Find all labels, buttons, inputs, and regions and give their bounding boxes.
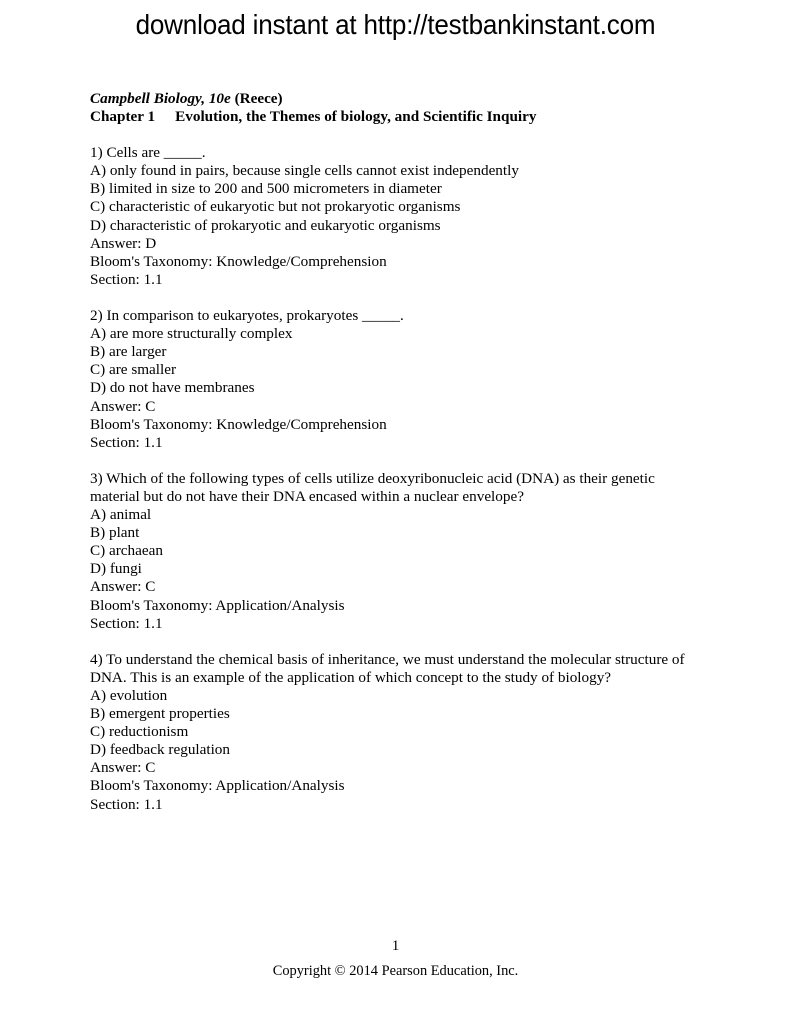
answer-option: B) plant [90,524,140,542]
answer-line: Answer: C [90,759,156,777]
answer-option: A) animal [90,506,152,524]
answer-option: D) do not have membranes [90,379,255,397]
copyright-notice: Copyright © 2014 Pearson Education, Inc. [272,963,519,979]
answer-option: C) reductionism [90,723,189,741]
question-block [90,144,692,289]
answer-line: Answer: C [90,397,156,415]
section-line: Section: 1.1 [90,433,163,451]
question-block [90,651,692,814]
bloom-taxonomy-line: Bloom's Taxonomy: Application/Analysis [90,596,345,614]
document-content [90,90,692,814]
book-title-line [90,90,692,108]
chapter-line [90,108,692,126]
answer-option: D) fungi [90,560,142,578]
answer-option: A) evolution [90,687,168,704]
answer-line: Answer: D [90,234,157,252]
answer-line: Answer: C [90,578,156,596]
question-stem: 4) To understand the chemical basis of inheritance, we must understand the molecular structure of DNA. This is an example of the application of which concept to the study of biology? [90,650,685,686]
question-stem: 3) Which of the following types of cells utilize deoxyribonucleic acid (DNA) as their genetic material but do not have their DNA encased within a nuclear envelope? [90,469,655,505]
answer-option: B) are larger [90,343,167,361]
page-footer [0,936,791,981]
answer-option: B) emergent properties [90,705,230,723]
question-block [90,470,692,633]
answer-option: A) are more structurally complex [90,325,293,343]
answer-option: A) only found in pairs, because single cells cannot exist independently [90,162,519,180]
answer-option: D) characteristic of prokaryotic and eukaryotic organisms [90,216,441,234]
questions-container [90,144,692,813]
section-line: Section: 1.1 [90,270,163,288]
section-line: Section: 1.1 [90,795,163,813]
question-stem: 2) In comparison to eukaryotes, prokaryotes _____. [90,307,404,325]
bloom-taxonomy-line: Bloom's Taxonomy: Knowledge/Comprehension [90,252,387,270]
title-block [90,90,692,126]
bloom-taxonomy-line: Bloom's Taxonomy: Application/Analysis [90,777,345,795]
book-title: Campbell Biology, 10e [90,90,231,107]
answer-option: D) feedback regulation [90,741,230,759]
answer-option: B) limited in size to 200 and 500 micrometers in diameter [90,180,442,198]
page-number: 1 [391,937,400,954]
section-line: Section: 1.1 [90,614,163,632]
answer-option: C) are smaller [90,361,177,379]
chapter-number: Chapter 1 [90,108,156,126]
book-author: (Reece) [234,90,283,107]
promo-banner: download instant at http://testbankinstant.com [135,9,656,40]
question-block [90,307,692,452]
answer-option: C) characteristic of eukaryotic but not prokaryotic organisms [90,198,461,216]
bloom-taxonomy-line: Bloom's Taxonomy: Knowledge/Comprehension [90,415,387,433]
answer-option: C) archaean [90,542,163,560]
question-stem: 1) Cells are _____. [90,144,206,162]
chapter-title: Evolution, the Themes of biology, and Scientific Inquiry [175,108,537,126]
